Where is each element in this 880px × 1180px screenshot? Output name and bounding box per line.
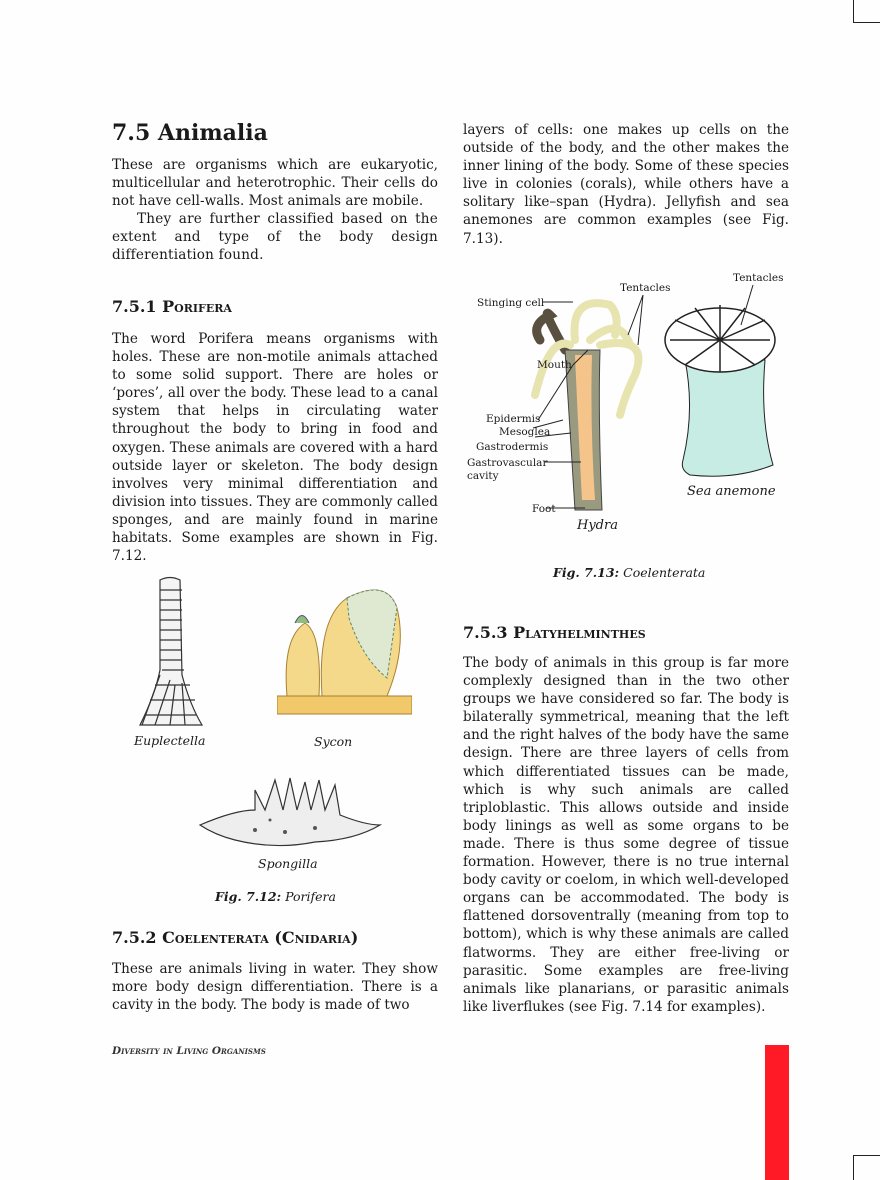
section-title-porifera: 7.5.1 Porifera bbox=[112, 297, 232, 316]
label-epidermis: Epidermis bbox=[486, 413, 541, 425]
label-euplectella: Euplectella bbox=[134, 733, 206, 748]
section-title-platyhelminthes: 7.5.3 Platyhelminthes bbox=[463, 623, 646, 642]
label-mouth: Mouth bbox=[537, 359, 572, 371]
label-cavity: cavity bbox=[467, 470, 499, 482]
euplectella-illustration bbox=[130, 575, 210, 735]
label-sea-anemone: Sea anemone bbox=[687, 484, 776, 499]
label-spongilla: Spongilla bbox=[258, 856, 318, 871]
label-gastrovascular: Gastrovascular bbox=[467, 457, 548, 469]
crop-mark-bottom bbox=[853, 1155, 880, 1180]
figure-caption-7-13 bbox=[553, 565, 705, 580]
paragraph: They are further classified based on the extent and type of the body design differentiation found. bbox=[112, 211, 438, 264]
figure-caption-7-12 bbox=[215, 889, 336, 904]
platyhelminthes-text bbox=[463, 654, 789, 1016]
animalia-text bbox=[112, 156, 438, 265]
running-footer-title: Diversity in Living Organisms bbox=[112, 1045, 266, 1057]
caption-text: Coelenterata bbox=[623, 565, 706, 580]
paragraph: The word Porifera means organisms with holes. These are non-motile animals attached to some solid support. There are holes or ‘pores’, all over the body. These lead to a canal system that helps in circulating water throughout the body to bring in food and oxygen. These animals are covered with a hard outside layer or skeleton. The body design involves very minimal differentiation and division into tissues. They are commonly called sponges, and are mainly found in marine habitats. Some examples are shown in Fig. 7.12. bbox=[112, 331, 438, 565]
paragraph: The body of animals in this group is far more complexly designed than in the two other groups we have considered so far. The body is bilaterally symmetrical, meaning that the left and the right halves of the body have the same design. There are three layers of cells from which differentiated tissues can be made, which is why such animals are called triploblastic. This allows outside and inside body linings as well as some organs to be made. There is thus some degree of tissue formation. However, there is no true internal body cavity or coelom, in which well-developed organs can be accommodated. The body is flattened dorsoventrally (meaning from top to bottom), which is why these animals are called flatworms. They are either free-living or parasitic. Some examples are free-living animals like planarians, or parasitic animals like liverflukes (see Fig. 7.14 for examples). bbox=[463, 655, 789, 1015]
label-foot: Foot bbox=[532, 503, 556, 515]
caption-text: Porifera bbox=[285, 889, 336, 904]
crop-mark-top bbox=[853, 0, 880, 23]
label-hydra: Hydra bbox=[577, 518, 618, 533]
label-sycon: Sycon bbox=[314, 734, 353, 749]
section-title-animalia: 7.5 Animalia bbox=[112, 120, 268, 146]
chapter-tab-marker bbox=[765, 1045, 789, 1180]
spongilla-illustration bbox=[195, 770, 385, 855]
coelenterata-text-continued bbox=[463, 121, 789, 248]
label-tentacles-hydra: Tentacles bbox=[620, 282, 671, 294]
caption-number: Fig. 7.13: bbox=[553, 565, 620, 580]
paragraph: These are animals living in water. They show more body design differentiation. There is a cavity in the body. The body is made of two bbox=[112, 961, 438, 1014]
label-stinging-cell: Stinging cell bbox=[477, 297, 545, 309]
label-mesoglea: Mesoglea bbox=[499, 426, 551, 438]
coelenterata-text bbox=[112, 960, 438, 1014]
paragraph: These are organisms which are eukaryotic, multicellular and heterotrophic. Their cells do not have cell-walls. Most animals are mobile. bbox=[112, 157, 438, 210]
caption-number: Fig. 7.12: bbox=[215, 889, 282, 904]
paragraph: layers of cells: one makes up cells on the outside of the body, and the other makes the inner lining of the body. Some of these species live in colonies (corals), while others have a solitary like–span (Hydra). Jellyfish and sea anemones are common examples (see Fig. 7.13). bbox=[463, 122, 789, 247]
section-title-coelenterata: 7.5.2 Coelenterata (Cnidaria) bbox=[112, 928, 359, 947]
porifera-text bbox=[112, 330, 438, 565]
label-gastrodermis: Gastrodermis bbox=[476, 441, 549, 453]
label-tentacles-anemone: Tentacles bbox=[733, 272, 784, 284]
sycon-illustration bbox=[277, 578, 412, 730]
